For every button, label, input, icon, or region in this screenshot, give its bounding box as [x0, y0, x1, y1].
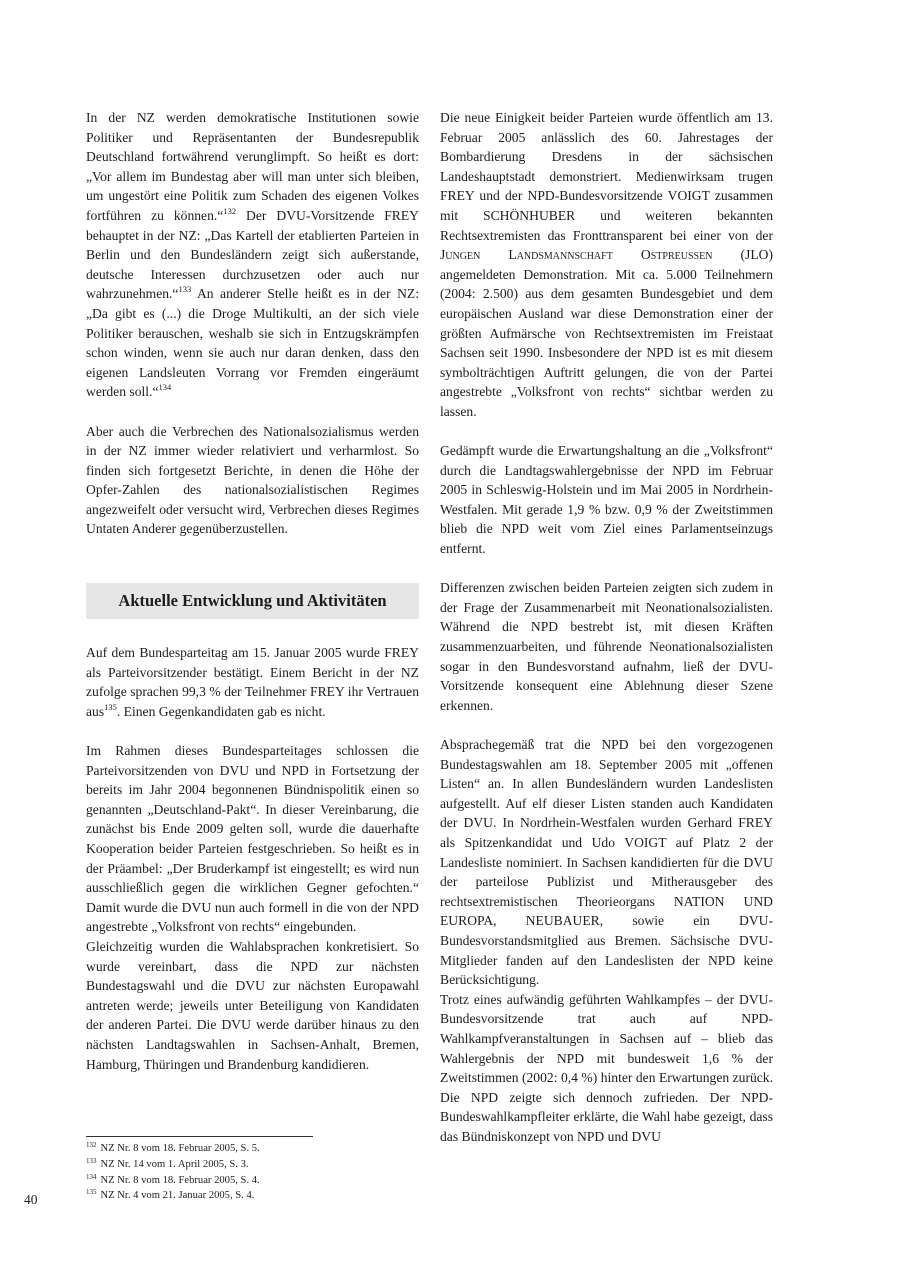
footnote-ref[interactable]: 133: [178, 284, 192, 295]
paragraph: Die neue Einigkeit beider Parteien wurde öffentlich am 13. Februar 2005 anlässlich des 60. Jahrestages der Bombardierung Dresdens in der sächsischen Landeshauptstadt demonstriert. Medienwirksam trugen FREY und der NPD-Bundesvorsitzende VOIGT zusammen mit SCHÖNHUBER und weiteren bekannten Rechtsextremisten das Fronttransparent bei einer von der Jungen Landsmannschaft Ostpreußen (JLO) angemeldeten Demonstration. Mit ca. 5.000 Teilnehmern (2004: 2.500) aus dem gesamten Bundesgebiet und dem europäischen Ausland war diese Demonstration einer der größten Aufmärsche von Rechtsextremisten im Freistaat Sachsen seit 1990. Insbesondere der NPD ist es mit diesem symbolträchtigen Auftritt gelungen, die von der Partei angestrebte „Volksfront von rechts“ sichtbar werden zu lassen.: [440, 110, 773, 419]
paragraph: Gedämpft wurde die Erwartungshaltung an die „Volksfront“ durch die Landtagswahlergebnisse der NPD im Februar 2005 in Schleswig-Holstein und im Mai 2005 in Nordrhein-Westfalen. Mit gerade 1,9 % bzw. 0,9 % der Zweitstimmen blieb die NPD weit vom Ziel eines Parlamentseinzugs entfernt.: [440, 443, 773, 557]
paragraph: Gleichzeitig wurden die Wahlabsprachen konkretisiert. So wurde vereinbart, dass die NPD zur nächsten Bundestagswahl und die DVU zur nächsten Europawahl antreten werde; jeweils unter Beteiligung von Kandidaten der anderen Partei. Die DVU werde darüber hinaus zu den nächsten Landtagswahlen in Sachsen-Anhalt, Bremen, Hamburg, Thüringen und Brandenburg kandidieren.: [86, 938, 419, 1072]
footnote: $^{132}$ NZ Nr. 8 vom 18. Februar 2005, S. 5.: [86, 1141, 260, 1154]
footnote: $^{134}$ NZ Nr. 8 vom 18. Februar 2005, S. 4.: [86, 1172, 260, 1186]
footnote-ref[interactable]: 132: [223, 205, 237, 216]
paragraph: Auf dem Bundesparteitag am 15. Januar 2005 wurde FREY als Parteivorsitzender bestätigt. Einem Bericht in der NZ zufolge sprachen 99,3 % der Teilnehmer FREY ihr Vertrauen aus$^{135}$. Einen Gegenkandidaten gab es nicht.: [86, 645, 419, 719]
paragraph: Aber auch die Verbrechen des Nationalsozialismus werden in der NZ immer wieder relativiert und verharmlost. So finden sich fortgesetzt Berichte, in denen die Höhe der Opfer-Zahlen des nationalsozialistischen Regimes angezweifelt oder versucht wird, Verbrechen dieses Regimes Untaten Anderer gegenüberzustellen.: [86, 423, 419, 537]
footnote-ref[interactable]: 134: [158, 382, 172, 393]
footnotes: [86, 1141, 260, 1204]
section-heading: Aktuelle Entwicklung und Aktivitäten: [86, 583, 419, 619]
page-number: 40: [24, 1192, 38, 1207]
footnote-ref[interactable]: 135: [104, 701, 117, 712]
footnote: $^{135}$ NZ Nr. 4 vom 21. Januar 2005, S. 4.: [86, 1188, 255, 1202]
footnote-divider: [86, 1136, 313, 1137]
organization-name: Jungen Landsmannschaft Ostpreußen: [440, 247, 713, 263]
left-column: [86, 108, 419, 1094]
paragraph: Im Rahmen dieses Bundesparteitages schlossen die Parteivorsitzenden von DVU und NPD in Fortsetzung der bereits im Jahr 2004 begonnenen Bündnispolitik einen so genannten „Deutschland-Pakt“. In dieser Vereinbarung, die zunächst bis Ende 2009 gelten soll, wurde die dauerhafte Kooperation beider Parteien festgeschrieben. So heißt es in der Präambel: „Der Bruderkampf ist eingestellt; es wird nun ausschließlich gegen die wirklichen Gegner gefochten.“ Damit wurde die DVU nun auch formell in die von der NPD angestrebte „Volksfront von rechts“ eingebunden.: [86, 743, 419, 935]
paragraph: Differenzen zwischen beiden Parteien zeigten sich zudem in der Frage der Zusammenarbeit mit Neonationalsozialisten. Während die NPD bestrebt ist, mit diesen Kräften zusammenzuarbeiten, und führende Neonationalsozialisten sogar in den Bundesvorstand aufnahm, ließ der DVU-Vorsitzende konsequent eine Ablehnung dieser Szene erkennen.: [440, 580, 773, 713]
footnote: $^{133}$ NZ Nr. 14 vom 1. April 2005, S. 3.: [86, 1156, 249, 1170]
paragraph: Trotz eines aufwändig geführten Wahlkampfes – der DVU-Bundesvorsitzende trat auch auf NPD-Wahlkampfveranstaltungen in Sachsen auf – blieb das Wahlergebnis der NPD mit bundesweit 1,6 % der Zweitstimmen (2002: 0,4 %) hinter den Erwartungen zurück. Die NPD zeigte sich dennoch zufrieden. Der NPD-Bundeswahlkampfleiter erklärte, die Wahl habe gezeigt, dass das Bündniskonzept von NPD und DVU: [440, 991, 773, 1144]
paragraph: In der NZ werden demokratische Institutionen sowie Politiker und Repräsentanten der Bundesrepublik Deutschland fortwährend verunglimpft. So heißt es dort: „Vor allem im Bundestag aber will man unter sich bleiben, um ungestört eine Politik zum Schaden des eigenen Volkes fortführen zu können.“$^{132}$ Der DVU-Vorsitzende FREY behauptet in der NZ: „Das Kartell der etablierten Parteien in Berlin und den Bundesländern zeigt sich außerstande, deutsche Interessen durchzusetzen oder auch nur wahrzunehmen.“$^{133}$ An anderer Stelle heißt es in der NZ: „Da gibt es (...) die Droge Multikulti, an der sich viele Politiker berauschen, weshalb sie sich in Entzugskrämpfen schon winden, wenn sie auch nur daran denken, dass den eigenen Landsleuten Vorrang vor Fremden eingeräumt werden soll.“$^{134}$: [86, 110, 419, 400]
right-column: [440, 108, 773, 1166]
paragraph: Absprachegemäß trat die NPD bei den vorgezogenen Bundestagswahlen am 18. September 2005 mit „offenen Listen“ an. In allen Bundesländern wurden Landeslisten aufgestellt. Auf elf dieser Listen standen auch Kandidaten der DVU. In Nordrhein-Westfalen wurden Gerhard FREY als Spitzenkandidat und Udo VOIGT auf Platz 2 der Landesliste nominiert. In Sachsen kandidierten für die DVU der parteilose Publizist und Mitherausgeber des rechtsextremistischen Theorieorgans NATION UND EUROPA, NEUBAUER, sowie ein DVU-Bundesvorstandsmitglied aus Bremen. Sächsische DVU-Mitglieder fanden auf den Landeslisten der NPD keine Berücksichtigung.: [440, 737, 773, 988]
